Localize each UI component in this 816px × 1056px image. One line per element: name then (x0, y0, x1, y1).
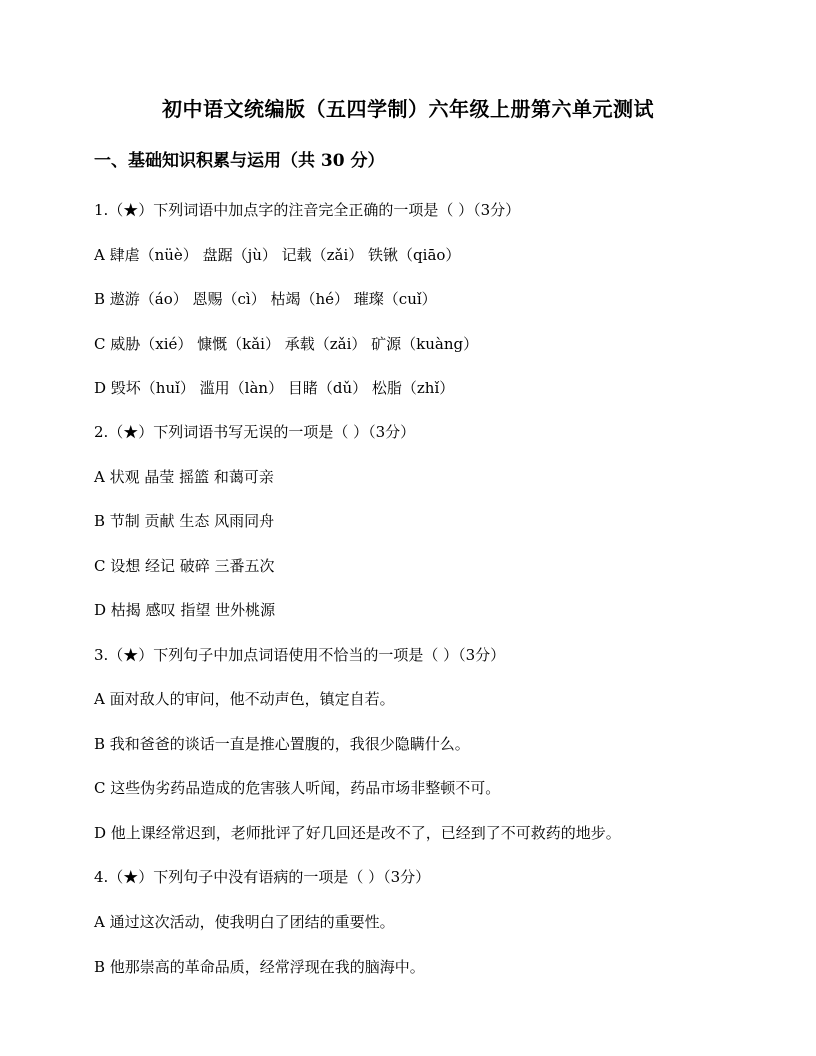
question-2-option-a: A 状观 晶莹 摇篮 和蔼可亲 (94, 468, 274, 486)
question-2-option-c: C 设想 经记 破碎 三番五次 (94, 557, 275, 575)
question-3-option-c: C 这些伪劣药品造成的危害骇人听闻，药品市场非整顿不可。 (94, 779, 501, 797)
question-1-option-a: A 肆虐（nüè） 盘踞（jù） 记载（zǎi） 铁锹（qiāo） (94, 246, 461, 264)
question-1-stem: 1.（★）下列词语中加点字的注音完全正确的一项是（ ）（3分） (94, 201, 521, 219)
question-4-option-a: A 通过这次活动，使我明白了团结的重要性。 (94, 913, 395, 931)
question-1-option-b: B 遨游（áo） 恩赐（cì） 枯竭（hé） 璀璨（cuǐ） (94, 290, 437, 308)
question-2-stem: 2.（★）下列词语书写无误的一项是（ ）（3分） (94, 423, 416, 441)
section-heading: 一、基础知识积累与运用（共 30 分） (94, 151, 385, 171)
question-1-option-c: C 威胁（xié） 慷慨（kǎi） 承载（zǎi） 矿源（kuàng） (94, 335, 479, 353)
document-title: 初中语文统编版（五四学制）六年级上册第六单元测试 (162, 97, 654, 121)
question-3-option-b: B 我和爸爸的谈话一直是推心置腹的，我很少隐瞒什么。 (94, 735, 470, 753)
question-2-option-d: D 枯揭 感叹 指望 世外桃源 (94, 601, 276, 619)
question-3-stem: 3.（★）下列句子中加点词语使用不恰当的一项是（ ）（3分） (94, 646, 506, 664)
question-1-option-d: D 毁坏（huǐ） 滥用（làn） 目睹（dǔ） 松脂（zhǐ） (94, 379, 455, 397)
question-4-stem: 4.（★）下列句子中没有语病的一项是（ ）（3分） (94, 868, 431, 886)
question-4-option-b: B 他那崇高的革命品质，经常浮现在我的脑海中。 (94, 958, 425, 976)
question-2-option-b: B 节制 贡献 生态 风雨同舟 (94, 512, 275, 530)
question-3-option-d: D 他上课经常迟到，老师批评了好几回还是改不了，已经到了不可救药的地步。 (94, 824, 621, 842)
question-3-option-a: A 面对敌人的审问，他不动声色，镇定自若。 (94, 690, 395, 708)
